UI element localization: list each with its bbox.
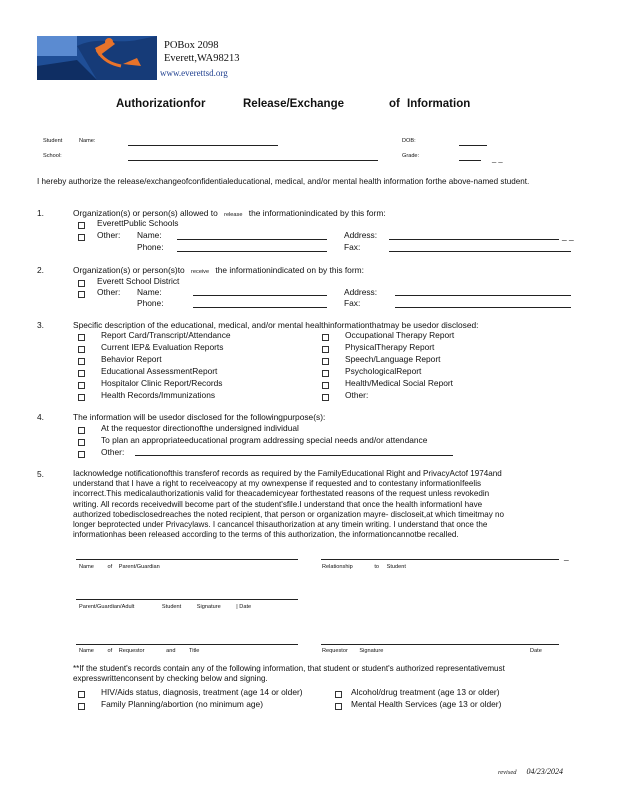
section-4-number: 4. — [37, 412, 44, 422]
s3-iep-label: Current IEP& Evaluation Reports — [101, 342, 224, 352]
ack-line-3: incorrect.This medicalauthorizationis valid for theacademicyear forthestated reasons of the request unless revokedin — [73, 489, 490, 499]
fn-mental-health-label: Mental Health Services (age 13 or older) — [351, 699, 502, 709]
cap-relationship: Relationship — [322, 564, 353, 570]
dob-label: DOB: — [402, 138, 416, 144]
s1-phone-field[interactable] — [177, 251, 327, 252]
s2-address-field[interactable] — [395, 295, 571, 296]
section-2-heading-a: Organization(s) or person(s)to — [73, 265, 185, 275]
name-label: Name: — [79, 138, 96, 144]
school-field[interactable] — [128, 160, 378, 161]
s2-name-field[interactable] — [193, 295, 327, 296]
parent-name-line[interactable] — [76, 559, 298, 560]
cap-signature: Signature — [196, 604, 221, 610]
section-2-number: 2. — [37, 265, 44, 275]
cap-date: | Date — [236, 604, 252, 610]
requestor-name-caption — [79, 648, 199, 655]
s4-other-label: Other: — [101, 447, 125, 457]
s3-speech-checkbox[interactable] — [322, 358, 329, 365]
cap-of: of — [107, 564, 113, 570]
relationship-line[interactable] — [321, 559, 559, 560]
ack-line-2: understand that I have a right to receiveacopy at my ownexpense if requested and to contestany informationIfeelis — [73, 479, 482, 489]
fn-hiv-checkbox[interactable] — [78, 691, 85, 698]
cap-student-2: Student — [161, 604, 182, 610]
s3-edu-assessment-checkbox[interactable] — [78, 370, 85, 377]
cap-name-2: Name — [79, 648, 94, 654]
ack-line-7: informationhas been released according to the terms of this authorization, the informationcannotbe recalled. — [73, 530, 459, 540]
cap-and: and — [166, 648, 176, 654]
s1-phone-label: Phone: — [137, 242, 164, 252]
s2-fax-field[interactable] — [395, 307, 571, 308]
cap-to: to — [374, 564, 380, 570]
revised-label: revised — [498, 769, 517, 776]
revised-stamp — [498, 761, 563, 779]
section-3-number: 3. — [37, 320, 44, 330]
fn-family-planning-checkbox[interactable] — [78, 703, 85, 710]
cap-parent: Parent/Guardian — [118, 564, 160, 570]
section-1-number: 1. — [37, 208, 44, 218]
form-title — [0, 98, 618, 114]
footnote-line-2: expresswrittenconsent by checking below and signing. — [73, 674, 268, 684]
fn-mental-health-checkbox[interactable] — [335, 703, 342, 710]
s1-everett-checkbox[interactable] — [78, 222, 85, 229]
s3-ot-checkbox[interactable] — [322, 334, 329, 341]
title-part-3: of — [389, 98, 400, 110]
footnote-text — [73, 664, 505, 684]
s1-name-label: Name: — [137, 230, 162, 240]
grade-field[interactable] — [459, 160, 481, 161]
fn-family-planning-label: Family Planning/abortion (no minimum age) — [101, 699, 263, 709]
section-5-number: 5. — [37, 469, 44, 479]
acknowledgement-paragraph — [73, 469, 578, 540]
s3-behavior-label: Behavior Report — [101, 354, 162, 364]
s1-address-field[interactable] — [389, 239, 559, 240]
s1-other-label: Other: — [97, 230, 121, 240]
s3-report-card-checkbox[interactable] — [78, 334, 85, 341]
s2-fax-label: Fax: — [344, 298, 361, 308]
section-3-heading: Specific description of the educational, medical, and/or mental healthinformationthatmay be usedor disclosed: — [73, 320, 479, 330]
s3-other-label: Other: — [345, 390, 369, 400]
cap-student: Student — [386, 564, 406, 570]
fn-alcohol-label: Alcohol/drug treatment (age 13 or older) — [351, 687, 500, 697]
title-part-4: Information — [407, 98, 471, 110]
s4-request-label: At the requestor directionofthe undersigned individual — [101, 423, 299, 433]
dob-field[interactable] — [459, 145, 487, 146]
s2-phone-field[interactable] — [193, 307, 327, 308]
s3-psych-label: PsychologicalReport — [345, 366, 422, 376]
website-link[interactable]: www.everettsd.org — [160, 68, 228, 78]
ack-line-6: longer beprotected under Privacylaws. I cancancel thisauthorization at any timein writing. I understand that once the — [73, 520, 488, 530]
s3-health-records-label: Health Records/Immunizations — [101, 390, 216, 400]
address-line-1: POBox 2098 — [164, 40, 219, 51]
footnote-line-1: **If the student's records contain any of the following information, that student or student's authorized representativemust — [73, 664, 505, 673]
s3-other-checkbox[interactable] — [322, 394, 329, 401]
s3-psych-checkbox[interactable] — [322, 370, 329, 377]
ack-line-5: authorized tobedisclosedreaches the noted recipient, that person or organization mayre- discloseit,at which timeitmay no — [73, 509, 505, 519]
s4-plan-label: To plan an appropriateeducational program addressing special needs and/or attendance — [101, 435, 428, 445]
s1-fax-field[interactable] — [389, 251, 571, 252]
s1-fax-label: Fax: — [344, 242, 361, 252]
cap-requestor: Requestor — [118, 648, 145, 654]
requestor-signature-line[interactable] — [321, 644, 559, 645]
parent-name-caption — [79, 564, 160, 571]
relationship-caption — [322, 564, 406, 571]
s3-iep-checkbox[interactable] — [78, 346, 85, 353]
section-1-heading-b: the informationindicated by this form: — [248, 208, 386, 218]
grade-trailing-dash: _ _ — [492, 154, 503, 163]
s3-ot-label: Occupational Therapy Report — [345, 330, 455, 340]
s3-social-label: Health/Medical Social Report — [345, 378, 453, 388]
school-label: School: — [43, 153, 62, 159]
address-line-2: Everett,WA98213 — [164, 53, 240, 64]
section-1-heading-a: Organization(s) or person(s) allowed to — [73, 208, 218, 218]
s3-hospital-checkbox[interactable] — [78, 382, 85, 389]
s2-phone-label: Phone: — [137, 298, 164, 308]
s3-behavior-checkbox[interactable] — [78, 358, 85, 365]
cap-title: Title — [189, 648, 200, 654]
cap-of-2: of — [107, 648, 113, 654]
cap-date-2: Date — [530, 648, 542, 654]
s4-request-checkbox[interactable] — [78, 427, 85, 434]
student-label: Student — [43, 138, 63, 144]
cap-guardian-adult: Parent/Guardian/Adult — [79, 604, 135, 610]
ack-line-1: Iacknowledge notificationofthis transferof records as required by the FamilyEducational Right and PrivacyActof 1974and — [73, 469, 502, 478]
s2-address-label: Address: — [344, 287, 378, 297]
cap-name: Name — [79, 564, 94, 570]
s2-other-checkbox[interactable] — [78, 291, 85, 298]
requestor-name-line[interactable] — [76, 644, 298, 645]
s1-trailing-dash: _ _ — [562, 231, 574, 241]
s1-address-label: Address: — [344, 230, 378, 240]
fn-hiv-label: HIV/Aids status, diagnosis, treatment (age 14 or older) — [101, 687, 303, 697]
s2-everett-checkbox[interactable] — [78, 280, 85, 287]
s1-everett-label: EverettPublic Schools — [97, 218, 179, 228]
title-part-1: Authorizationfor — [116, 98, 206, 110]
relationship-trail: _ — [564, 551, 569, 561]
s1-other-checkbox[interactable] — [78, 234, 85, 241]
s4-other-checkbox[interactable] — [78, 451, 85, 458]
grade-label: Grade: — [402, 153, 420, 159]
s3-health-records-checkbox[interactable] — [78, 394, 85, 401]
s4-plan-checkbox[interactable] — [78, 439, 85, 446]
s2-everett-label: Everett School District — [97, 276, 180, 286]
guardian-signature-caption — [79, 604, 251, 611]
section-2-heading-small: receive — [191, 269, 210, 275]
section-1-heading-small: release — [224, 212, 243, 218]
intro-paragraph: I hereby authorize the release/exchangeofconfidentialeducational, medical, and/or mental health information forthe above-named student. — [37, 177, 530, 186]
cap-signature-2: Signature — [359, 648, 384, 654]
s2-name-label: Name: — [137, 287, 162, 297]
s4-other-field[interactable] — [135, 455, 453, 456]
ack-line-4: writing. All records receivedwill become part of the student'sfile.I understand that once the health informationI have — [73, 499, 483, 509]
s3-hospital-label: Hospitalor Clinic Report/Records — [101, 378, 223, 388]
section-2-heading-b: the informationindicated on by this form: — [215, 265, 364, 275]
section-4-heading: The information will be usedor disclosed for the followingpurpose(s): — [73, 412, 326, 422]
guardian-signature-line[interactable] — [76, 599, 298, 600]
district-logo — [37, 36, 157, 80]
student-name-field[interactable] — [128, 145, 278, 146]
s3-report-card-label: Report Card/Transcript/Attendance — [101, 330, 231, 340]
s1-name-field[interactable] — [177, 239, 327, 240]
s2-other-label: Other: — [97, 287, 121, 297]
s3-pt-label: PhysicalTherapy Report — [345, 342, 435, 352]
s3-speech-label: Speech/Language Report — [345, 354, 441, 364]
s3-social-checkbox[interactable] — [322, 382, 329, 389]
title-part-2: Release/Exchange — [243, 98, 345, 110]
cap-requestor-2: Requestor — [322, 648, 348, 654]
fn-alcohol-checkbox[interactable] — [335, 691, 342, 698]
s3-pt-checkbox[interactable] — [322, 346, 329, 353]
s3-edu-assessment-label: Educational AssessmentReport — [101, 366, 218, 376]
revised-date: 04/23/2024 — [526, 767, 563, 776]
requestor-signature-caption — [322, 648, 544, 655]
